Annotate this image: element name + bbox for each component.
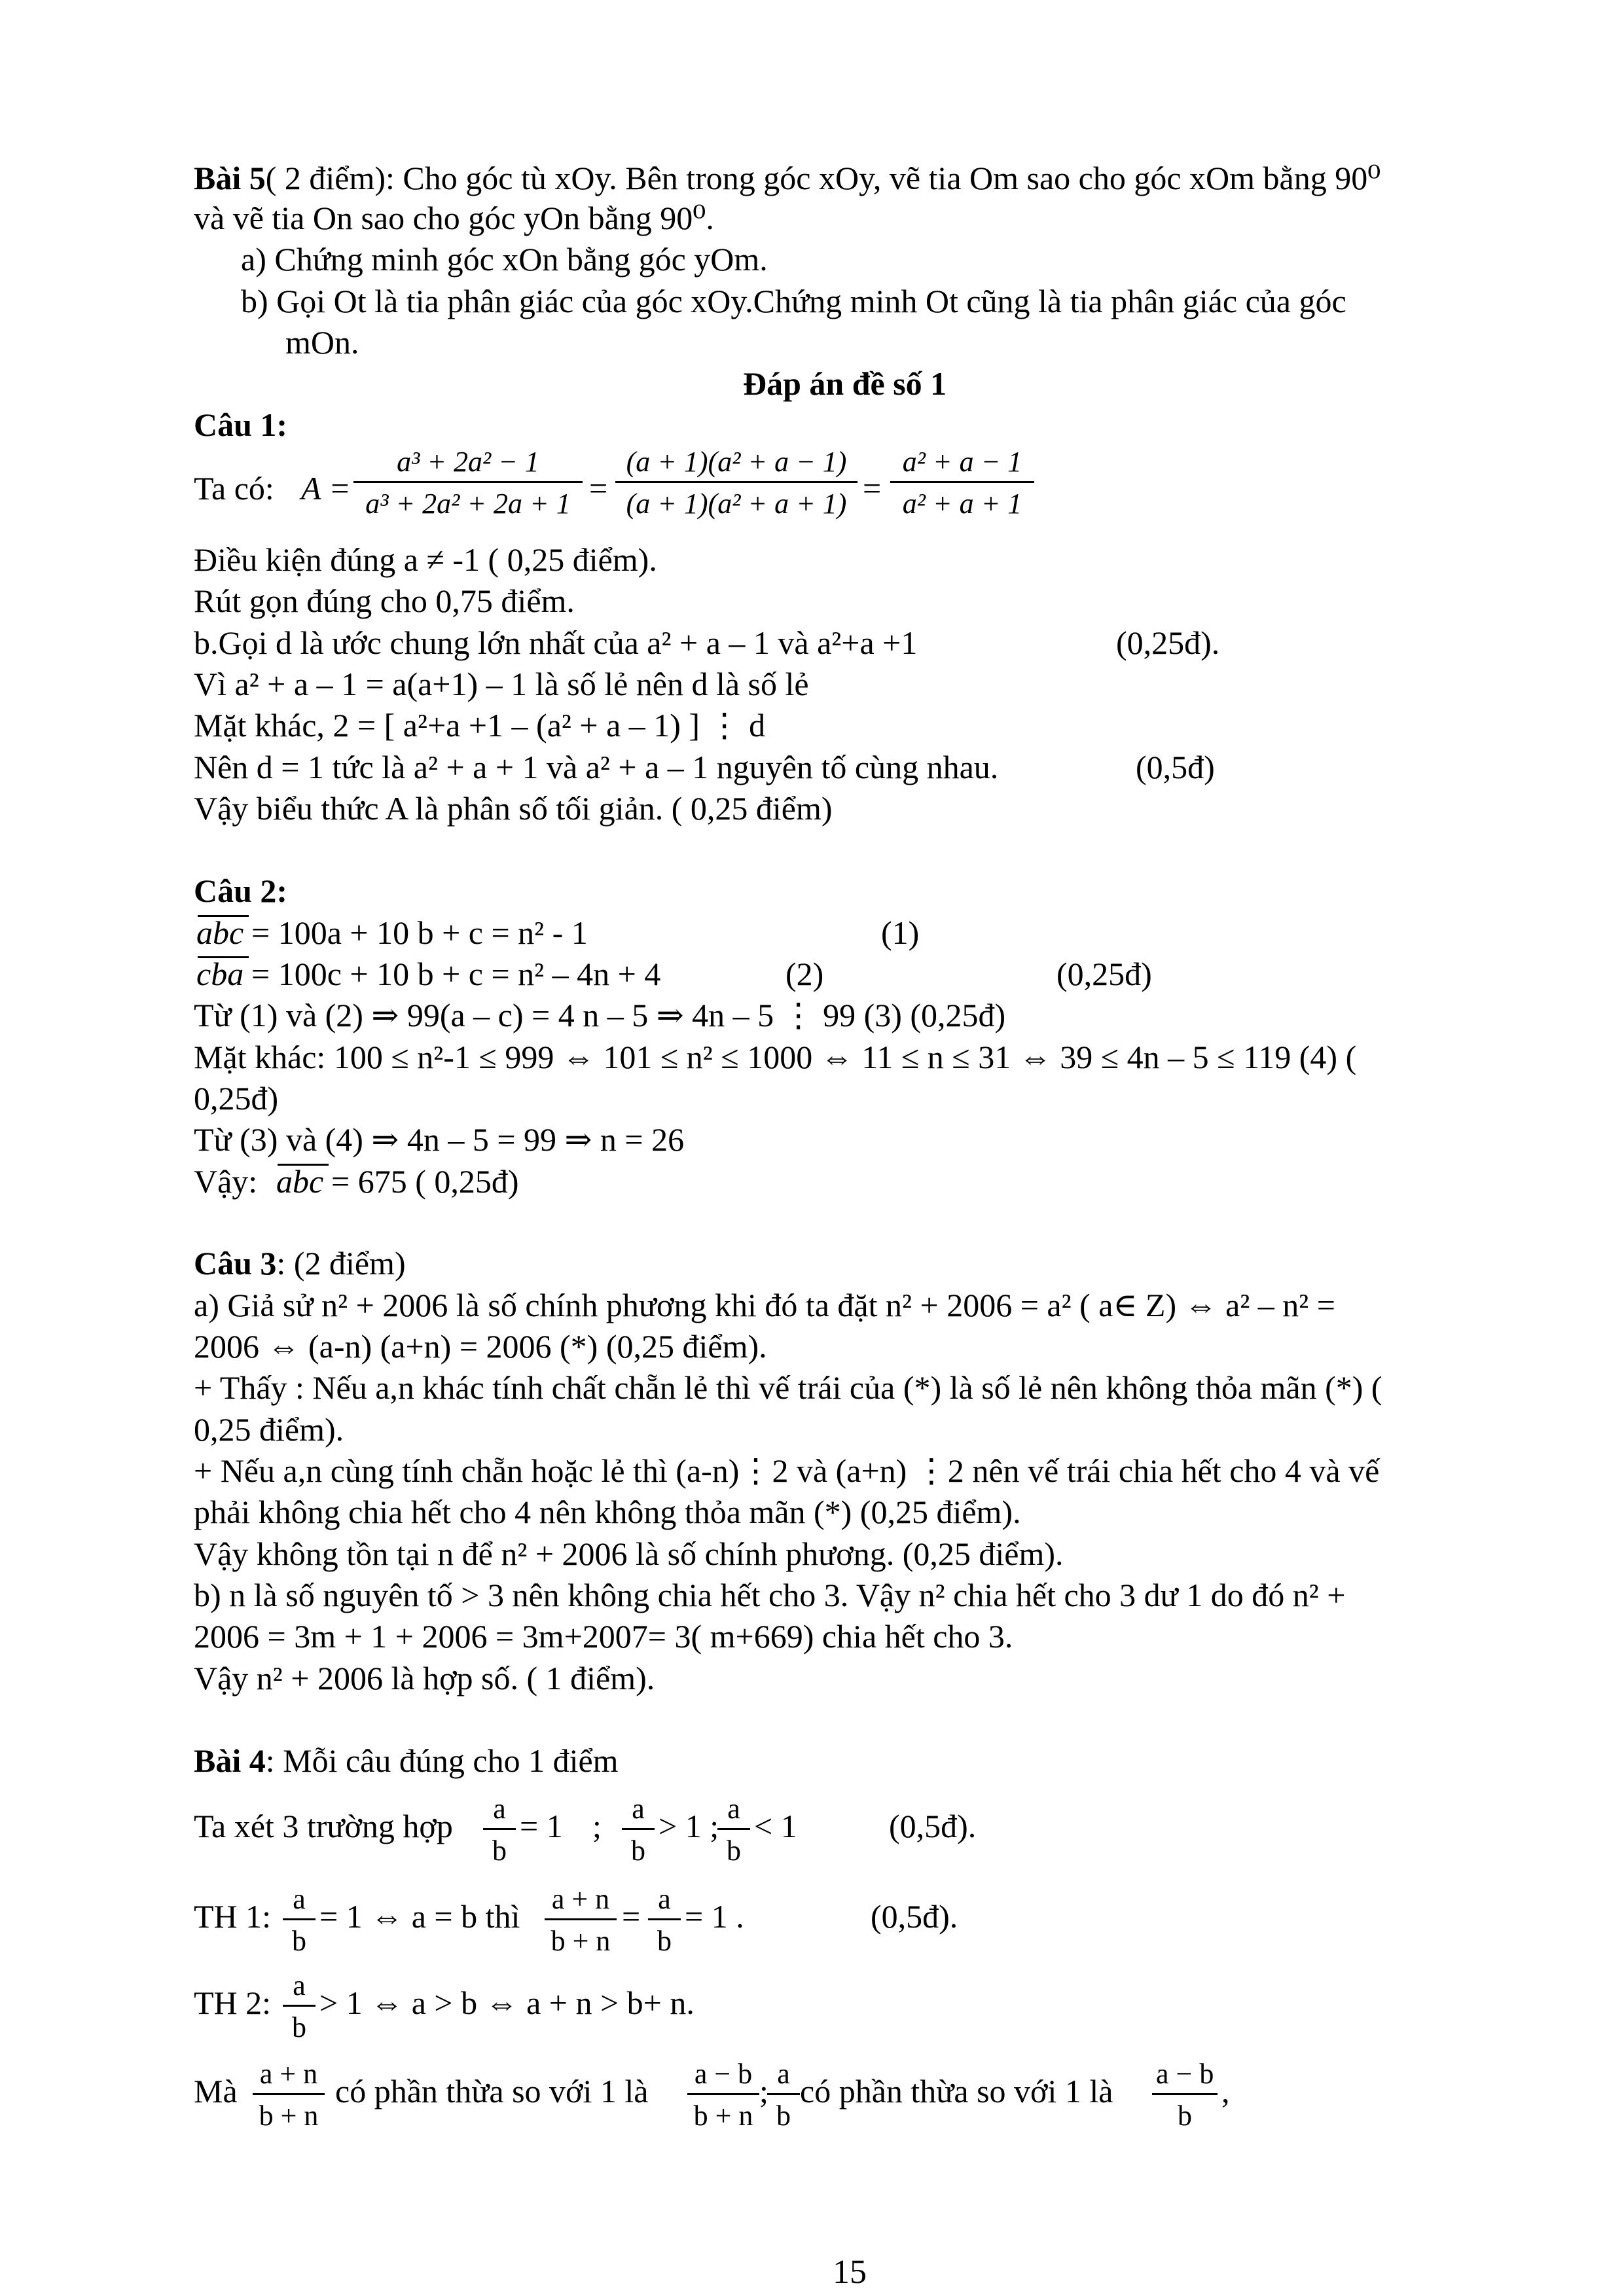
bai4-th2-label: TH 2: xyxy=(194,1984,272,2021)
cau2-line-1: = 100a + 10 b + c = n² - 1 xyxy=(251,914,588,951)
cau2-cba: cba xyxy=(196,956,244,992)
bai4-frac-a-b-2: a b xyxy=(622,1792,655,1867)
cau1-A-label: A = xyxy=(301,470,351,507)
bai5-item-b1: b) Gọi Ot là tia phân giác của góc xOy.Chứng minh Ot cũng là tia phân giác của góc xyxy=(241,283,1346,319)
cau3-line-8: b) n là số nguyên tố > 3 nên không chia hết cho 3. Vậy n² chia hết cho 3 dư 1 do đó n² + xyxy=(194,1577,1346,1613)
bai4-ma-comma: , xyxy=(1221,2073,1230,2109)
cau3-line-6: phải không chia hết cho 4 nên không thỏa mãn (*) (0,25 điểm). xyxy=(194,1494,1021,1530)
fraction-1-denominator: a³ + 2a² + 2a + 1 xyxy=(365,488,571,520)
cau3-heading-text: : (2 điểm) xyxy=(276,1245,406,1282)
fraction-2-numerator: (a + 1)(a² + a − 1) xyxy=(626,446,847,478)
bai4-ma-frac-apn-bpn: a + n b + n xyxy=(253,2057,325,2132)
bai5-line-1 xyxy=(194,158,1380,198)
bai4-th1-frac-a-b-2: a b xyxy=(648,1882,681,1958)
cau2-line-7a: Vậy: xyxy=(194,1163,258,1200)
bai4-ma-frac-a-b: a b xyxy=(767,2057,800,2132)
cau1-line-3: b.Gọi d là ước chung lớn nhất của a² + a – 1 và a²+a +1 xyxy=(194,624,918,661)
bai4-th1-text: = 1 ⇔ a = b thì xyxy=(319,1898,520,1935)
bai4-th1-score: (0,5đ). xyxy=(871,1898,958,1935)
cau1-line-2: Rút gọn đúng cho 0,75 điểm. xyxy=(194,583,575,619)
bai4-ma-text-2: có phần thừa so với 1 là xyxy=(800,2073,1113,2109)
bai4-ma-semi: ; xyxy=(759,2073,768,2109)
page-number: 15 xyxy=(833,2253,867,2291)
bai5-label: Bài 5 xyxy=(194,160,266,196)
bai4-lt1: < 1 xyxy=(754,1808,797,1844)
cau2-abc: abc xyxy=(196,914,244,951)
fraction-2-denominator: (a + 1)(a² + a + 1) xyxy=(626,488,847,520)
bai4-ma-frac-amb-bpn: a − b b + n xyxy=(687,2057,759,2132)
bai4-th1-label: TH 1: xyxy=(194,1898,272,1935)
bai4-label: Bài 4 xyxy=(194,1742,266,1779)
cau1-heading: Câu 1: xyxy=(194,406,288,443)
bai5-text-1: ( 2 điểm): Cho góc tù xOy. Bên trong góc xOy, vẽ tia Om sao cho góc xOm bằng 90⁰ xyxy=(265,160,1381,196)
cau2-line-3: Từ (1) và (2) ⇒ 99(a – c) = 4 n – 5 ⇒ 4n – 5 ⋮ 99 (3) (0,25đ) xyxy=(194,997,1006,1033)
cau3-label: Câu 3 xyxy=(194,1245,277,1282)
cau2-abc-2: abc xyxy=(276,1163,324,1200)
bai5-item-a: a) Chứng minh góc xOn bằng góc yOm. xyxy=(241,241,768,278)
bai4-heading-text: : Mỗi câu đúng cho 1 điểm xyxy=(265,1742,619,1779)
cau1-line-3-score: (0,25đ). xyxy=(1116,624,1220,661)
bai4-th1-frac-a-b: a b xyxy=(283,1882,316,1958)
cau1-fraction-1 xyxy=(353,445,583,520)
cau3-line-5: + Nếu a,n cùng tính chẵn hoặc lẻ thì (a-n)⋮2 và (a+n) ⋮2 nên vế trái chia hết cho 4 và vế xyxy=(194,1452,1380,1489)
cau1-equals-2: = xyxy=(863,470,882,507)
cau2-line-2-ref: (2) xyxy=(785,956,824,992)
cau1-line-6-score: (0,5đ) xyxy=(1136,749,1215,785)
bai4-th2-text: > 1 ⇔ a > b ⇔ a + n > b+ n. xyxy=(319,1984,695,2021)
bai5-item-b2: mOn. xyxy=(285,324,359,361)
bai4-th1-frac-apn-bpn: a + n b + n xyxy=(545,1882,617,1958)
bai4-th2-frac-a-b: a b xyxy=(283,1969,316,2044)
bai4-frac-a-b-1: a b xyxy=(483,1792,516,1867)
bai4-th1-eq: = xyxy=(622,1898,641,1935)
cau1-line-5: Mặt khác, 2 = [ a²+a +1 – (a² + a – 1) ] ⋮ d xyxy=(194,707,766,744)
bai4-line-1: Ta xét 3 trường hợp xyxy=(194,1808,453,1844)
bai4-frac-a-b-3: a b xyxy=(717,1792,750,1867)
bai4-heading xyxy=(194,1741,619,1780)
cau3-line-3: + Thấy : Nếu a,n khác tính chất chẵn lẻ thì vế trái của (*) là số lẻ nên không thỏa mãn (*) ( xyxy=(194,1369,1382,1406)
cau1-line-4: Vì a² + a – 1 = a(a+1) – 1 là số lẻ nên d là số lẻ xyxy=(194,666,809,702)
bai4-th1-eq1: = 1 . xyxy=(685,1898,744,1935)
cau3-heading xyxy=(194,1244,406,1283)
cau3-line-4: 0,25 điểm). xyxy=(194,1411,344,1448)
cau1-fraction-2 xyxy=(615,445,857,520)
cau1-line-6: Nên d = 1 tức là a² + a + 1 và a² + a – 1 nguyên tố cùng nhau. xyxy=(194,749,999,785)
cau1-fraction-3 xyxy=(890,445,1034,520)
cau2-line-2-score: (0,25đ) xyxy=(1056,956,1152,992)
cau2-line-7b: = 675 ( 0,25đ) xyxy=(331,1163,519,1200)
cau1-line-7: Vậy biểu thức A là phân số tối giản. ( 0,25 điểm) xyxy=(194,790,833,827)
cau3-line-2: 2006 ⇔ (a-n) (a+n) = 2006 (*) (0,25 điểm). xyxy=(194,1328,767,1365)
cau3-line-1: a) Giả sử n² + 2006 là số chính phương khi đó ta đặt n² + 2006 = a² ( a∈ Z) ⇔ a² – n² = xyxy=(194,1287,1335,1323)
bai4-gt1: > 1 ; xyxy=(659,1808,719,1844)
cau2-line-5: 0,25đ) xyxy=(194,1080,279,1117)
fraction-3-denominator: a² + a + 1 xyxy=(902,488,1022,520)
cau2-line-6: Từ (3) và (4) ⇒ 4n – 5 = 99 ⇒ n = 26 xyxy=(194,1121,685,1158)
dapan-title: Đáp án đề số 1 xyxy=(743,365,947,402)
bai4-semi: ; xyxy=(592,1808,602,1844)
bai4-line-1-score: (0,5đ). xyxy=(889,1808,977,1844)
bai4-eq1: = 1 xyxy=(520,1808,563,1844)
bai4-ma-text: có phần thừa so với 1 là xyxy=(335,2073,649,2109)
bai4-ma-frac-amb-b: a − b b xyxy=(1152,2057,1218,2132)
fraction-3-numerator: a² + a − 1 xyxy=(902,446,1022,478)
cau1-taco: Ta có: xyxy=(194,470,274,507)
cau3-line-10: Vậy n² + 2006 là hợp số. ( 1 điểm). xyxy=(194,1660,655,1696)
cau2-line-4: Mặt khác: 100 ≤ n²-1 ≤ 999 ⇔ 101 ≤ n² ≤ 1000 ⇔ 11 ≤ n ≤ 31 ⇔ 39 ≤ 4n – 5 ≤ 119 (4) ( xyxy=(194,1039,1357,1075)
bai5-line-2: và vẽ tia On sao cho góc yOn bằng 90⁰. xyxy=(194,200,714,236)
cau1-equals-1: = xyxy=(589,470,608,507)
cau3-line-9: 2006 = 3m + 1 + 2006 = 3m+2007= 3( m+669) chia hết cho 3. xyxy=(194,1618,1013,1655)
fraction-1-numerator: a³ + 2a² − 1 xyxy=(397,446,539,478)
cau2-heading: Câu 2: xyxy=(194,872,288,909)
cau2-line-2: = 100c + 10 b + c = n² – 4n + 4 xyxy=(251,956,661,992)
cau3-line-7: Vậy không tồn tại n để n² + 2006 là số chính phương. (0,25 điểm). xyxy=(194,1535,1064,1572)
bai4-ma: Mà xyxy=(194,2073,238,2109)
cau1-line-1: Điều kiện đúng a ≠ -1 ( 0,25 điểm). xyxy=(194,541,657,578)
cau2-line-1-ref: (1) xyxy=(881,914,920,951)
